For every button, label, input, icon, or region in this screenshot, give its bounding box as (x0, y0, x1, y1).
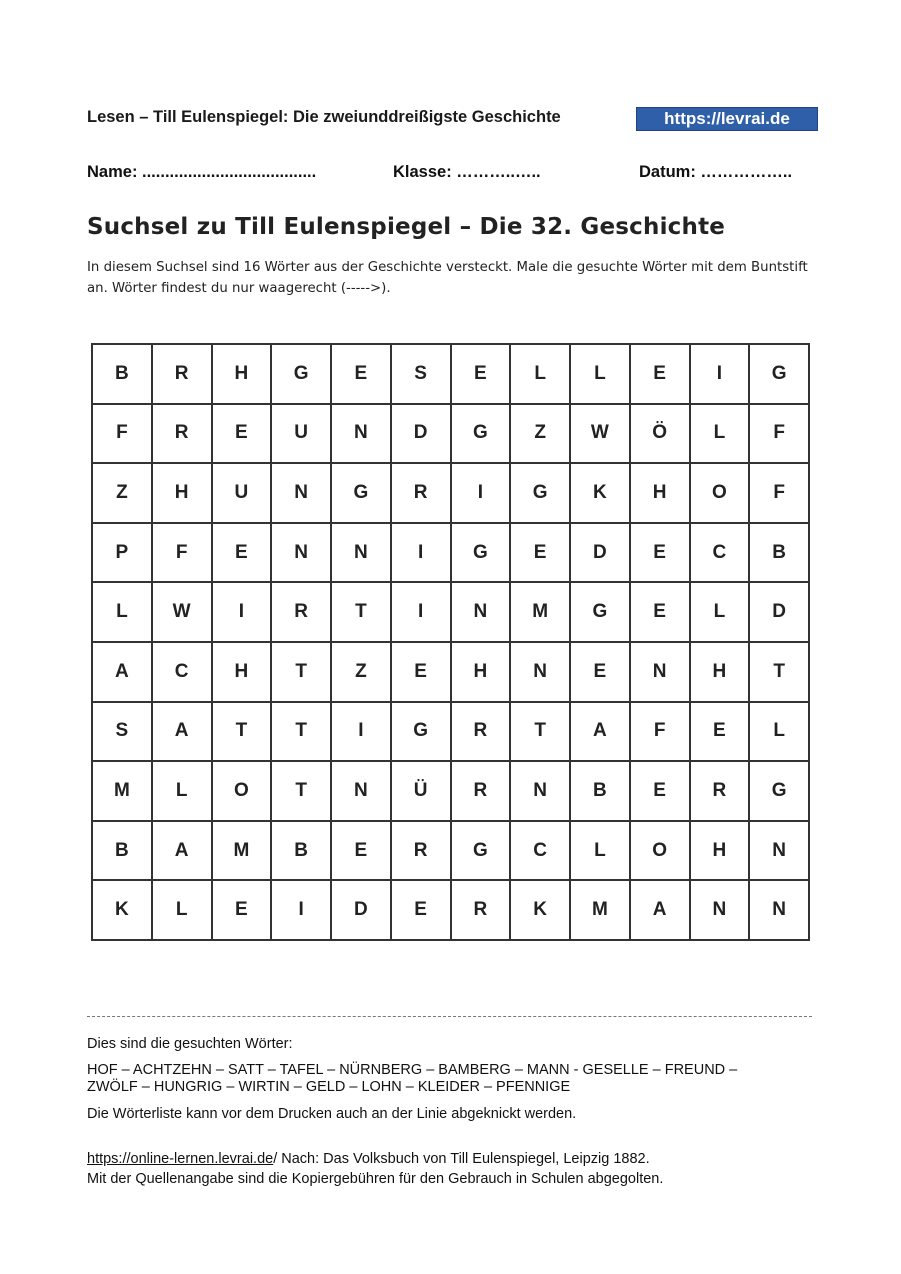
grid-cell[interactable]: T (272, 643, 332, 703)
copyright-note: Mit der Quellenangabe sind die Kopiergebühren für den Gebrauch in Schulen abgegolten. (87, 1171, 664, 1187)
grid-cell[interactable]: G (511, 464, 571, 524)
grid-cell[interactable]: R (272, 583, 332, 643)
grid-cell[interactable]: D (392, 405, 452, 465)
grid-cell[interactable]: L (571, 345, 631, 405)
grid-cell[interactable]: I (452, 464, 512, 524)
word-list: HOF – ACHTZEHN – SATT – TAFEL – NÜRNBERG – BAMBERG – MANN - GESELLE – FREUND – ZWÖLF – HUNGRIG – WIRTIN – GELD – LOHN – KLEIDER – PFENNIGE (87, 1062, 738, 1095)
grid-cell[interactable]: M (93, 762, 153, 822)
grid-cell[interactable]: N (631, 643, 691, 703)
grid-cell[interactable]: I (213, 583, 273, 643)
grid-cell[interactable]: E (511, 524, 571, 584)
grid-cell[interactable]: M (511, 583, 571, 643)
grid-cell[interactable]: P (93, 524, 153, 584)
grid-cell[interactable]: W (571, 405, 631, 465)
grid-cell[interactable]: E (332, 345, 392, 405)
grid-cell[interactable]: L (153, 881, 213, 941)
grid-cell[interactable]: I (691, 345, 751, 405)
datum-field: Datum: …………….. (639, 163, 793, 181)
grid-cell[interactable]: H (213, 643, 273, 703)
grid-cell[interactable]: N (332, 405, 392, 465)
grid-cell[interactable]: K (511, 881, 571, 941)
grid-cell[interactable]: G (452, 822, 512, 882)
puzzle-instructions: In diesem Suchsel sind 16 Wörter aus der Geschichte versteckt. Male die gesuchte Wörter mit dem Buntstift an. Wörter findest du nur waagerecht (----->). (87, 260, 808, 296)
grid-cell[interactable]: R (452, 762, 512, 822)
grid-cell[interactable]: H (153, 464, 213, 524)
levrai-link-badge[interactable]: https://levrai.de (636, 107, 818, 131)
grid-cell[interactable]: D (571, 524, 631, 584)
grid-cell[interactable]: G (332, 464, 392, 524)
grid-cell[interactable]: G (272, 345, 332, 405)
fold-note: Die Wörterliste kann vor dem Drucken auch an der Linie abgeknickt werden. (87, 1106, 577, 1122)
grid-cell[interactable]: U (213, 464, 273, 524)
source-text: / Nach: Das Volksbuch von Till Eulenspiegel, Leipzig 1882. (273, 1151, 650, 1167)
grid-cell[interactable]: H (631, 464, 691, 524)
grid-cell[interactable]: N (511, 643, 571, 703)
source-line (87, 1151, 650, 1167)
grid-cell[interactable]: E (571, 643, 631, 703)
grid-cell[interactable]: E (213, 405, 273, 465)
grid-cell[interactable]: I (272, 881, 332, 941)
grid-cell[interactable]: R (392, 822, 452, 882)
grid-cell[interactable]: S (392, 345, 452, 405)
grid-cell[interactable]: E (631, 583, 691, 643)
grid-cell[interactable]: R (452, 881, 512, 941)
worksheet-header-title: Lesen – Till Eulenspiegel: Die zweiunddreißigste Geschichte (87, 108, 561, 126)
word-search-grid (91, 343, 810, 941)
grid-cell[interactable]: T (272, 703, 332, 763)
grid-cell[interactable]: N (272, 524, 332, 584)
puzzle-title: Suchsel zu Till Eulenspiegel – Die 32. Geschichte (87, 214, 726, 240)
grid-cell[interactable]: Z (511, 405, 571, 465)
grid-cell[interactable]: G (571, 583, 631, 643)
fold-line-divider (87, 1016, 812, 1017)
grid-cell[interactable]: T (332, 583, 392, 643)
grid-cell[interactable]: L (691, 405, 751, 465)
name-field: Name: ...................................... (87, 163, 317, 181)
grid-cell[interactable]: T (213, 703, 273, 763)
grid-cell[interactable]: Z (93, 464, 153, 524)
klasse-field: Klasse: ………..….. (393, 163, 541, 181)
grid-cell[interactable]: T (750, 643, 810, 703)
grid-cell[interactable]: E (213, 881, 273, 941)
grid-cell[interactable]: T (272, 762, 332, 822)
grid-cell[interactable]: L (750, 703, 810, 763)
grid-cell[interactable]: W (153, 583, 213, 643)
grid-cell[interactable]: U (272, 405, 332, 465)
grid-cell[interactable]: D (750, 583, 810, 643)
grid-cell[interactable]: R (153, 405, 213, 465)
grid-cell[interactable]: R (691, 762, 751, 822)
grid-cell[interactable]: E (631, 345, 691, 405)
grid-cell[interactable]: C (153, 643, 213, 703)
grid-cell[interactable]: Z (332, 643, 392, 703)
grid-cell[interactable]: N (332, 762, 392, 822)
grid-cell[interactable]: N (272, 464, 332, 524)
grid-cell[interactable]: N (511, 762, 571, 822)
grid-cell[interactable]: C (691, 524, 751, 584)
grid-cell[interactable]: L (153, 762, 213, 822)
grid-cell[interactable]: E (691, 703, 751, 763)
grid-cell[interactable]: F (631, 703, 691, 763)
grid-cell[interactable]: L (691, 583, 751, 643)
grid-cell[interactable]: F (93, 405, 153, 465)
grid-cell[interactable]: A (631, 881, 691, 941)
grid-cell[interactable]: D (332, 881, 392, 941)
grid-cell[interactable]: R (153, 345, 213, 405)
grid-cell[interactable]: E (213, 524, 273, 584)
words-heading: Dies sind die gesuchten Wörter: (87, 1036, 293, 1052)
grid-cell[interactable]: H (691, 822, 751, 882)
grid-cell[interactable]: E (392, 643, 452, 703)
grid-cell[interactable]: R (452, 703, 512, 763)
grid-cell[interactable]: T (511, 703, 571, 763)
grid-cell[interactable]: Ö (631, 405, 691, 465)
grid-cell[interactable]: Ü (392, 762, 452, 822)
grid-cell[interactable]: R (392, 464, 452, 524)
grid-cell[interactable]: M (213, 822, 273, 882)
grid-cell[interactable]: E (631, 524, 691, 584)
grid-cell[interactable]: L (511, 345, 571, 405)
grid-cell[interactable]: N (750, 822, 810, 882)
grid-cell[interactable]: F (153, 524, 213, 584)
grid-cell[interactable]: L (93, 583, 153, 643)
grid-cell[interactable]: A (153, 822, 213, 882)
grid-cell[interactable]: B (750, 524, 810, 584)
grid-cell[interactable]: B (571, 762, 631, 822)
grid-cell[interactable]: N (691, 881, 751, 941)
grid-cell[interactable]: E (392, 881, 452, 941)
grid-cell[interactable]: G (452, 405, 512, 465)
grid-cell[interactable]: G (750, 762, 810, 822)
grid-cell[interactable]: K (571, 464, 631, 524)
grid-cell[interactable]: O (631, 822, 691, 882)
grid-cell[interactable]: O (691, 464, 751, 524)
grid-cell[interactable]: I (392, 583, 452, 643)
source-link[interactable]: https://online-lernen.levrai.de (87, 1151, 274, 1167)
grid-cell[interactable]: E (452, 345, 512, 405)
grid-cell[interactable]: B (93, 345, 153, 405)
grid-cell[interactable]: H (452, 643, 512, 703)
grid-cell[interactable]: I (332, 703, 392, 763)
grid-cell[interactable]: S (93, 703, 153, 763)
grid-cell[interactable]: A (153, 703, 213, 763)
grid-cell[interactable]: L (571, 822, 631, 882)
grid-cell[interactable]: A (93, 643, 153, 703)
grid-cell[interactable]: F (750, 405, 810, 465)
grid-cell[interactable]: G (392, 703, 452, 763)
grid-cell[interactable]: H (213, 345, 273, 405)
grid-cell[interactable]: E (631, 762, 691, 822)
grid-cell[interactable]: O (213, 762, 273, 822)
grid-cell[interactable]: B (272, 822, 332, 882)
grid-cell[interactable]: K (93, 881, 153, 941)
grid-cell[interactable]: B (93, 822, 153, 882)
grid-cell[interactable]: F (750, 464, 810, 524)
grid-cell[interactable]: E (332, 822, 392, 882)
grid-cell[interactable]: H (691, 643, 751, 703)
grid-cell[interactable]: A (571, 703, 631, 763)
grid-cell[interactable]: N (332, 524, 392, 584)
grid-cell[interactable]: I (392, 524, 452, 584)
grid-cell[interactable]: N (750, 881, 810, 941)
grid-cell[interactable]: G (452, 524, 512, 584)
grid-cell[interactable]: C (511, 822, 571, 882)
grid-cell[interactable]: G (750, 345, 810, 405)
grid-cell[interactable]: N (452, 583, 512, 643)
grid-cell[interactable]: M (571, 881, 631, 941)
